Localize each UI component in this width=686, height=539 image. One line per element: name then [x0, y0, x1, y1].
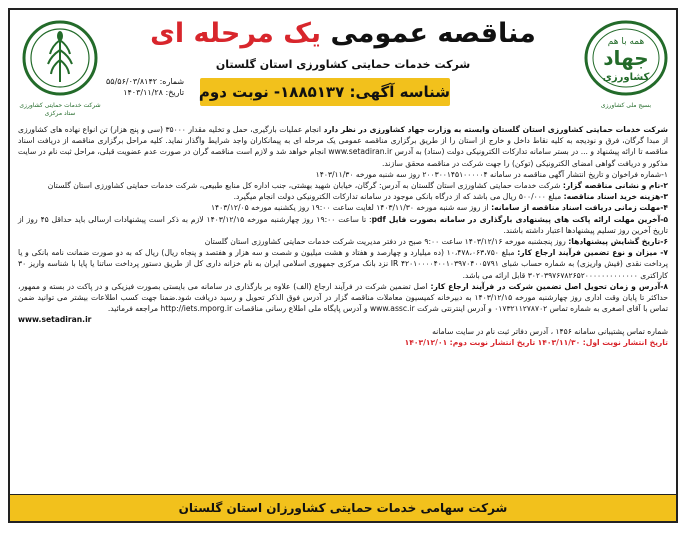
intro-rest: انجام عملیات بارگیری، حمل و تخلیه مقدار ۳۵۰۰۰ (سی و پنج هزار) تن انواع نهاده های کشاورزی از مبدا گرگان، فرق و نودیجه به کلیه نقاط داخل و خارج از استان را از طریق برگزاری مناقصه عمومی یک مرحله ای به پیمانکاران واجد شرایط واگذار نماید. کلیه مراحل برگزاری مناقصه از دریافت اسناد مناقصه تا ارائه پیشنهاد و ... در بستر سامانه تدارکات الکترونیکی دولت (ستاد) به آدرس www.setadiran.ir انجام خواهد شد و لازم است مناقصه گران در صورت عدم عضویت قبلی، مراحل ثبت نام در سایت مذکور و دریافت گواهی امضای الکترونیکی (توکن) را جهت شرکت در مناقصه محقق سازند. [18, 125, 668, 168]
item-6-label: ۶-تاریخ گشایش پیشنهادها: [568, 237, 668, 247]
item-1: ۱-شماره فراخوان و تاریخ انتشار آگهی مناقصه در سامانه ۲۰۰۳۰۰۱۴۵۱۰۰۰۰۰۴ روز سه شنبه مورخه ۱۴۰۳/۱۱/۳۰ [315, 169, 668, 179]
item-8-text: اصل تضمین شرکت در فرآیند ارجاع (الف) علاوه بر بارگذاری در سامانه می بایستی بصورت فیزیکی و در پاکت در بسته و ممهور، حداکثر تا پایان وقت اداری روز چهارشنبه مورخه ۱۴۰۳/۱۲/۱۵ به دبیرخانه کمیسیون معاملات مناقصه گزار در آدرس فوق الذکر تحویل و رسید دریافت شود.ضمنا جهت کسب اطلاعات بیشتر می توانید ضمن تماس با آقای اصغری به شماره تماس ۰۱۷۳۲۱۱۲۷۸۷۰۲ و آدرس اینترنتی شرکت www.assc.ir و آدرس پایگاه ملی اطلاع رسانی مناقصات http://iets.mporg.ir مراجعه فرمائید. [18, 281, 669, 314]
intro-bold: شرکت خدمات حمایتی کشاورزی استان گلستان وابسته به وزارت جهاد کشاورزی در نظر دارد [323, 125, 668, 134]
item-5-label: ۵-آخرین مهلت ارائه پاکت های پیشنهادی بارگذاری در سامانه بصورت فایل pdf [371, 214, 668, 224]
notice-header [10, 10, 676, 122]
reference-date: تاریخ: ۱۴۰۳/۱۱/۲۸ [123, 88, 185, 97]
pub2-label: تاریخ انتشار نوبت دوم: [449, 337, 536, 347]
notice-footer: شرکت سهامی خدمات حمایتی کشاورزان استان گلستان [10, 494, 676, 521]
item-4-label: ۴-مهلت زمانی دریافت اسناد مناقصه از سامانه: [491, 203, 668, 213]
ad-id-banner: شناسه آگهی: ۱۸۸۵۱۳۷- نوبت دوم [200, 78, 450, 106]
item-3-text: مبلغ ۵۰۰/۰۰۰ ریال می باشد که از درگاه بانکی موجود در سامانه تدارکات الکترونیکی دولت انجام میگیرد. [233, 192, 564, 202]
item-4-text: از روز سه شنبه مورخه ۱۴۰۳/۱۱/۳۰ لغایت ساعت ۱۹:۰۰ روز یکشنبه مورخه ۱۴۰۳/۱۲/۰۵ [210, 203, 492, 213]
tender-notice [8, 8, 678, 523]
reference-number: شماره: ۵۵/۵۶/۰۳/۸۱۴۲ [106, 77, 185, 86]
publication-dates [18, 337, 668, 348]
notice-body [18, 124, 668, 348]
pub1-date: ۱۴۰۳/۱۱/۳۰ [537, 337, 581, 347]
logo-text-top: همه با هم [607, 37, 645, 47]
item-7 [18, 247, 668, 281]
item-5 [18, 214, 668, 236]
item-6-text: روز پنجشنبه مورخه ۱۴۰۳/۱۲/۱۶ ساعت ۹:۰۰ صبح در دفتر مدیریت شرکت خدمات حمایتی کشاورزی استان گلستان [204, 237, 569, 247]
item-8 [18, 281, 668, 315]
setad-site-line [18, 314, 668, 325]
pub1-label: تاریخ انتشار نوبت اول: [582, 337, 668, 347]
title-black: مناقصه عمومی [330, 18, 536, 49]
logo-left-caption [18, 102, 102, 118]
intro-paragraph [18, 124, 668, 169]
notice-subtitle: شرکت خدمات حمایتی کشاورزی استان گلستان [215, 58, 471, 71]
notice-title [10, 16, 676, 52]
item-4 [18, 202, 668, 213]
reference-block [106, 76, 184, 98]
item-2-text: شرکت خدمات حمایتی کشاورزی استان گلستان به آدرس: گرگان، خیابان شهید بهشتی، جنب اداره کل منابع طبیعی، شرکت خدمات حمایتی کشاورزی استان گلستان [47, 181, 563, 191]
item-8-label: ۸-آدرس و زمان تحویل اصل تضمین شرکت در فرآیند ارجاع کار: [430, 281, 668, 291]
pub2-date: ۱۴۰۳/۱۲/۰۱ [404, 337, 448, 347]
item-3-label: ۳-هزینه خرید اسناد مناقصه: [563, 192, 668, 202]
item-7-label: ۷- میزان و نوع تضمین فرآیند ارجاع کار: [517, 248, 668, 258]
logo-text-bottom: کشاورزی [602, 72, 650, 83]
item-2-label: ۲-نام و نشانی مناقصه گزار: [562, 181, 668, 191]
logo-right-caption: بسیج ملی کشاورزی [600, 102, 652, 109]
item-5-text: : تا ساعت ۱۹:۰۰ روز چهارشنبه مورخه ۱۴۰۳/۱۲/۱۵ لازم به ذکر است پیشنهادات ارسالی باید حداقل ۴۵ روز از تاریخ آخرین روز تسلیم پیشنهادها اعتبار داشته باشند. [18, 214, 668, 235]
logo-left-caption-line1: شرکت خدمات حمایتی کشاورزی [19, 102, 101, 109]
title-red: یک مرحله ای [150, 18, 322, 49]
item-2 [18, 180, 668, 191]
item-7-text: مبلغ ۱۰،۴۷۸،۰۶۳،۷۵۰ (ده میلیارد و چهارصد و هفتاد و هشت میلیون و شصت و سه هزار و هفتصد و پنجاه ریال) ریال که به دو صورت ضمانت نامه بانکی و یا پرداخت نقدی (فیش واریزی) به شماره حساب شبای IR ۴۲۰۱۰۰۰۰۴۰۰۱۰۳۹۷۰۴۰۰۵۷۹۱ نزد بانک مرکزی جمهوری اسلامی ایران به نام خزانه داری کل از طریق دستور پرداخت ساتنا یا پایا با شناسه واریز ۳۰ کاراکتری ۳۰۲۰۳۹۷۶۷۸۲۶۵۲۰۰۰۰۰۰۰۰۰۰۰۰۰ قابل ارائه می باشد. [18, 248, 668, 280]
item-6 [18, 236, 668, 247]
support-line: شماره تماس پشتیبانی سامانه ۱۴۵۶ ، آدرس دفاتر ثبت نام در سایت سامانه [432, 326, 668, 336]
item-3 [18, 191, 668, 202]
logo-left-caption-line2: ستاد مرکزی [44, 110, 76, 117]
setad-site-link[interactable]: www.setadiran.ir [18, 315, 92, 325]
logo-text-main: جهاد [603, 46, 649, 70]
